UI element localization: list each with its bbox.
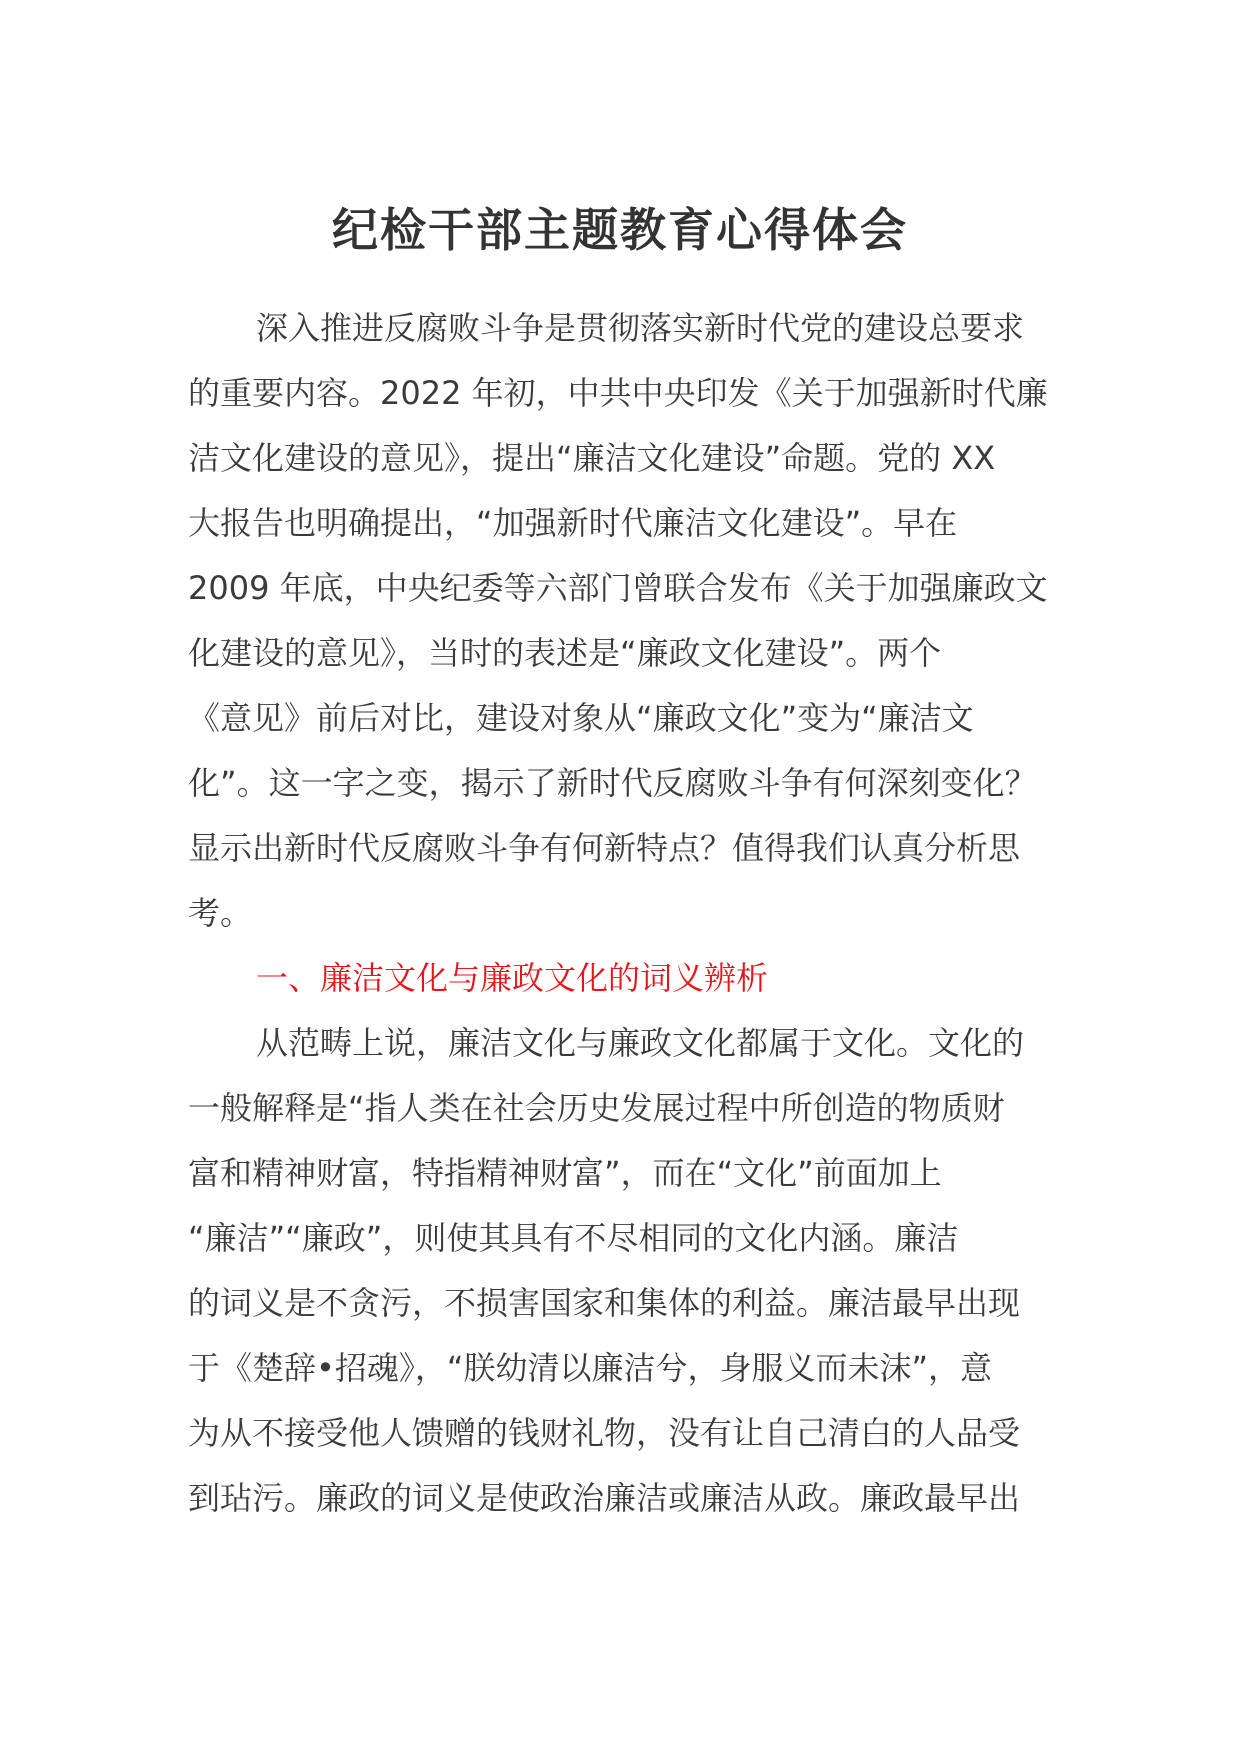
text-line: 深入推进反腐败斗争是贯彻落实新时代党的建设总要求 <box>256 309 1025 347</box>
text-line: 富和精神财富，特指精神财富”，而在“文化”前面加上 <box>188 1154 942 1192</box>
section-heading: 一、廉洁文化与廉政文化的词义辨析 <box>256 959 769 997</box>
text-line: 的重要内容。2022 年初，中共中央印发《关于加强新时代廉 <box>188 374 1048 412</box>
document-body <box>188 296 1054 1531</box>
text-line: 的词义是不贪污，不损害国家和集体的利益。廉洁最早出现 <box>188 1284 1021 1322</box>
text-line: 为从不接受他人馈赠的钱财礼物，没有让自己清白的人品受 <box>188 1414 1021 1452</box>
text-line: 一般解释是“指人类在社会历史发展过程中所创造的物质财 <box>188 1089 1005 1127</box>
text-line: 于《楚辞•招魂》，“朕幼清以廉洁兮，身服义而未沫”，意 <box>188 1349 993 1387</box>
paragraph-definition <box>188 1011 1054 1531</box>
text-line: 化建设的意见》，当时的表述是“廉政文化建设”。两个 <box>188 634 942 672</box>
text-line: 到玷污。廉政的词义是使政治廉洁或廉洁从政。廉政最早出 <box>188 1479 1021 1517</box>
text-line: 《意见》前后对比，建设对象从“廉政文化”变为“廉洁文 <box>188 699 974 737</box>
document-title: 纪检干部主题教育心得体会 <box>332 203 908 257</box>
text-line: “廉洁”“廉政”，则使其具有不尽相同的文化内涵。廉洁 <box>188 1219 959 1257</box>
text-line: 化”。这一字之变，揭示了新时代反腐败斗争有何深刻变化？ <box>188 764 1037 802</box>
text-line: 2009 年底，中央纪委等六部门曾联合发布《关于加强廉政文 <box>188 569 1048 607</box>
text-line: 大报告也明确提出，“加强新时代廉洁文化建设”。早在 <box>188 504 958 542</box>
text-line: 从范畴上说，廉洁文化与廉政文化都属于文化。文化的 <box>256 1024 1025 1062</box>
text-line: 显示出新时代反腐败斗争有何新特点？值得我们认真分析思 <box>188 829 1021 867</box>
paragraph-intro <box>188 296 1054 946</box>
text-line: 洁文化建设的意见》，提出“廉洁文化建设”命题。党的 XX <box>188 439 996 477</box>
text-line: 考。 <box>188 894 253 932</box>
